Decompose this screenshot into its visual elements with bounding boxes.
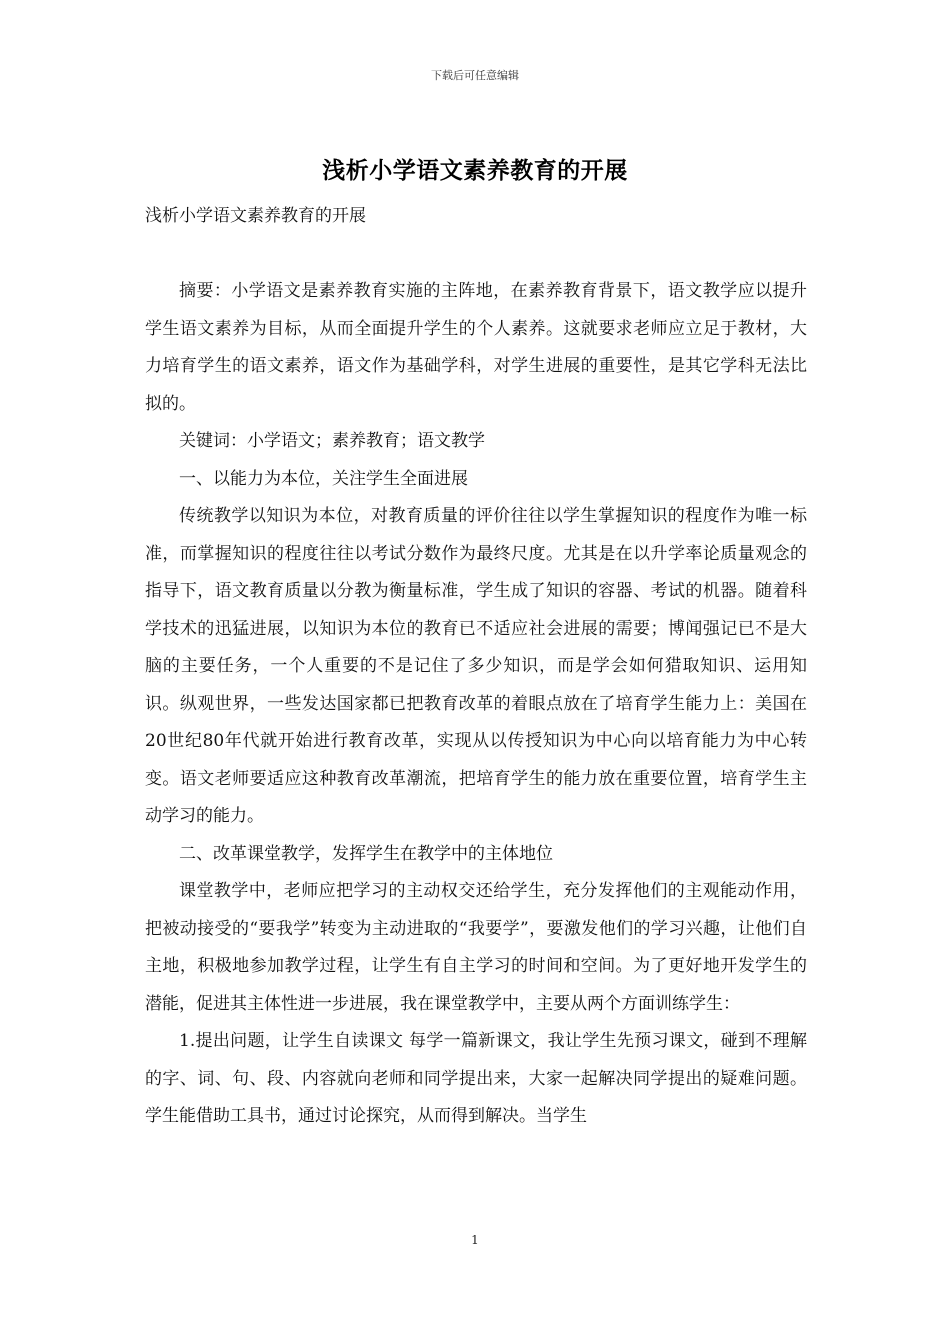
header-note: 下载后可任意编辑 [431, 69, 519, 82]
section-heading-2: 二、改革课堂教学，发挥学生在教学中的主体地位 [179, 843, 553, 864]
body-paragraph: 1.提出问题，让学生自读课文 每学一篇新课文，我让学生先预习课文，碰到不理解的字、词、句、段、内容就向老师和同学提出来，大家一起解决同学提出的疑难问题。学生能借助工具书，通过讨论探究，从而得到解决。当学生 [145, 1031, 807, 1126]
document-title: 浅析小学语文素养教育的开展 [322, 157, 628, 184]
page-number: 1 [471, 1233, 479, 1247]
body-paragraph: 传统教学以知识为本位，对教育质量的评价往往以学生掌握知识的程度作为唯一标准，而掌握知识的程度往往以考试分数作为最终尺度。尤其是在以升学率论质量观念的指导下，语文教育质量以分教为衡量标准，学生成了知识的容器、考试的机器。随着科学技术的迅猛进展，以知识为本位的教育已不适应社会进展的需要；博闻强记已不是大脑的主要任务，一个人重要的不是记住了多少知识，而是学会如何猎取知识、运用知识。纵观世界，一些发达国家都已把教育改革的着眼点放在了培育学生能力上：美国在20世纪80年代就开始进行教育改革，实现从以传授知识为中心向以培育能力为中心转变。语文老师要适应这种教育改革潮流，把培育学生的能力放在重要位置，培育学生主动学习的能力。 [145, 506, 807, 826]
abstract-paragraph: 摘要：小学语文是素养教育实施的主阵地，在素养教育背景下，语文教学应以提升学生语文素养为目标，从而全面提升学生的个人素养。这就要求老师应立足于教材，大力培育学生的语文素养，语文作为基础学科，对学生进展的重要性，是其它学科无法比拟的。 [145, 281, 807, 414]
document-body [145, 198, 807, 1136]
body-paragraph: 课堂教学中，老师应把学习的主动权交还给学生，充分发挥他们的主观能动作用，把被动接受的“要我学”转变为主动进取的“我要学”，要激发他们的学习兴趣，让他们自主地，积极地参加教学过程，让学生有自主学习的时间和空间。为了更好地开发学生的潜能，促进其主体性进一步进展，我在课堂教学中，主要从两个方面训练学生： [145, 881, 807, 1014]
section-heading-1: 一、以能力为本位，关注学生全面进展 [179, 468, 468, 489]
keywords-paragraph: 关键词：小学语文；素养教育；语文教学 [179, 431, 485, 451]
blank-line [145, 236, 807, 274]
document-subtitle: 浅析小学语文素养教育的开展 [145, 206, 366, 226]
